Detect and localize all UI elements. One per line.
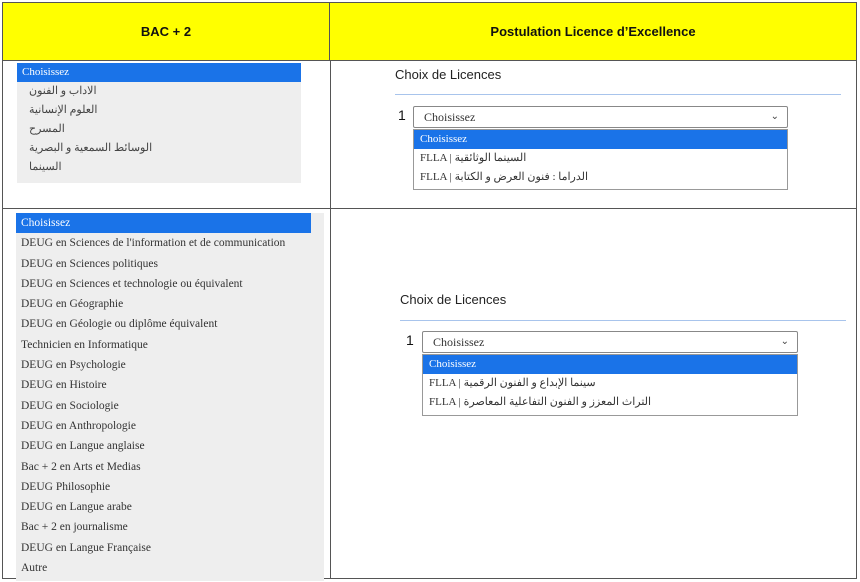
list-item[interactable]: DEUG en Géologie ou diplôme équivalent — [21, 318, 218, 331]
dropdown-option[interactable]: FLLA | سينما الإبداع و الفنون الرقمية — [429, 377, 596, 389]
list-item[interactable]: Bac + 2 en Arts et Medias — [21, 460, 141, 473]
row-divider — [3, 208, 856, 209]
panel-top-index: 1 — [398, 107, 406, 123]
header-bac2-label: BAC + 2 — [140, 24, 192, 39]
list-item[interactable]: DEUG en Sociologie — [21, 399, 119, 412]
licence-dropdown-top — [413, 129, 788, 190]
list-item[interactable]: DEUG en Histoire — [21, 379, 107, 392]
bac2-list-bottom[interactable] — [16, 213, 324, 581]
list-item[interactable]: المسرح — [29, 123, 65, 135]
column-divider — [330, 61, 331, 579]
dropdown-option[interactable]: Choisissez — [423, 355, 797, 374]
list-item[interactable]: السينما — [29, 161, 62, 173]
chevron-down-icon: ⌄ — [770, 111, 779, 122]
dropdown-option[interactable]: FLLA | السينما الوثائقية — [420, 152, 527, 164]
panel-top-underline — [395, 94, 841, 95]
list-item[interactable]: DEUG en Sciences et technologie ou équivalent — [21, 277, 243, 290]
panel-top-title: Choix de Licences — [395, 67, 502, 82]
list-item[interactable]: DEUG en Anthropologie — [21, 419, 136, 432]
header-bac2 — [3, 3, 330, 61]
list-item[interactable]: DEUG en Langue arabe — [21, 501, 132, 514]
header-licence — [330, 3, 856, 61]
list-item[interactable]: Technicien en Informatique — [21, 338, 148, 351]
select-value: Choisissez — [424, 110, 476, 124]
select-value: Choisissez — [433, 335, 485, 349]
list-item[interactable]: Bac + 2 en journalisme — [21, 521, 128, 534]
list-item[interactable]: DEUG en Géographie — [21, 298, 124, 311]
licence-dropdown-bottom — [422, 354, 798, 416]
list-item[interactable]: DEUG en Langue anglaise — [21, 440, 145, 453]
list-item[interactable]: DEUG en Sciences politiques — [21, 257, 159, 270]
licence-select-top[interactable] — [413, 106, 788, 128]
dropdown-option[interactable]: Choisissez — [414, 130, 787, 149]
dropdown-option[interactable]: FLLA | الدراما : فنون العرض و الكتابة — [420, 171, 589, 183]
list-item[interactable]: DEUG Philosophie — [21, 480, 111, 493]
panel-bottom-index: 1 — [406, 332, 414, 348]
panel-bottom-title: Choix de Licences — [400, 292, 507, 307]
comparison-table — [2, 2, 857, 579]
list-item[interactable]: Choisissez — [17, 63, 301, 82]
list-item[interactable]: DEUG en Sciences de l'information et de communication — [21, 237, 286, 250]
list-item[interactable]: العلوم الإنسانية — [29, 104, 98, 116]
list-item[interactable]: الوسائط السمعية و البصرية — [29, 142, 153, 154]
licence-select-bottom[interactable] — [422, 331, 798, 353]
list-item[interactable]: DEUG en Psychologie — [21, 359, 126, 372]
list-item[interactable]: DEUG en Langue Française — [21, 541, 151, 554]
list-item[interactable]: الاداب و الفنون — [29, 85, 97, 97]
chevron-down-icon: ⌄ — [780, 336, 789, 347]
header-licence-label: Postulation Licence d’Excellence — [490, 24, 696, 39]
panel-bottom-underline — [400, 320, 846, 321]
bac2-list-top[interactable] — [17, 63, 301, 183]
list-item[interactable]: Autre — [21, 562, 48, 575]
list-item[interactable]: Choisissez — [16, 213, 311, 233]
dropdown-option[interactable]: FLLA | التراث المعزز و الفنون التفاعلية المعاصرة — [429, 396, 652, 408]
